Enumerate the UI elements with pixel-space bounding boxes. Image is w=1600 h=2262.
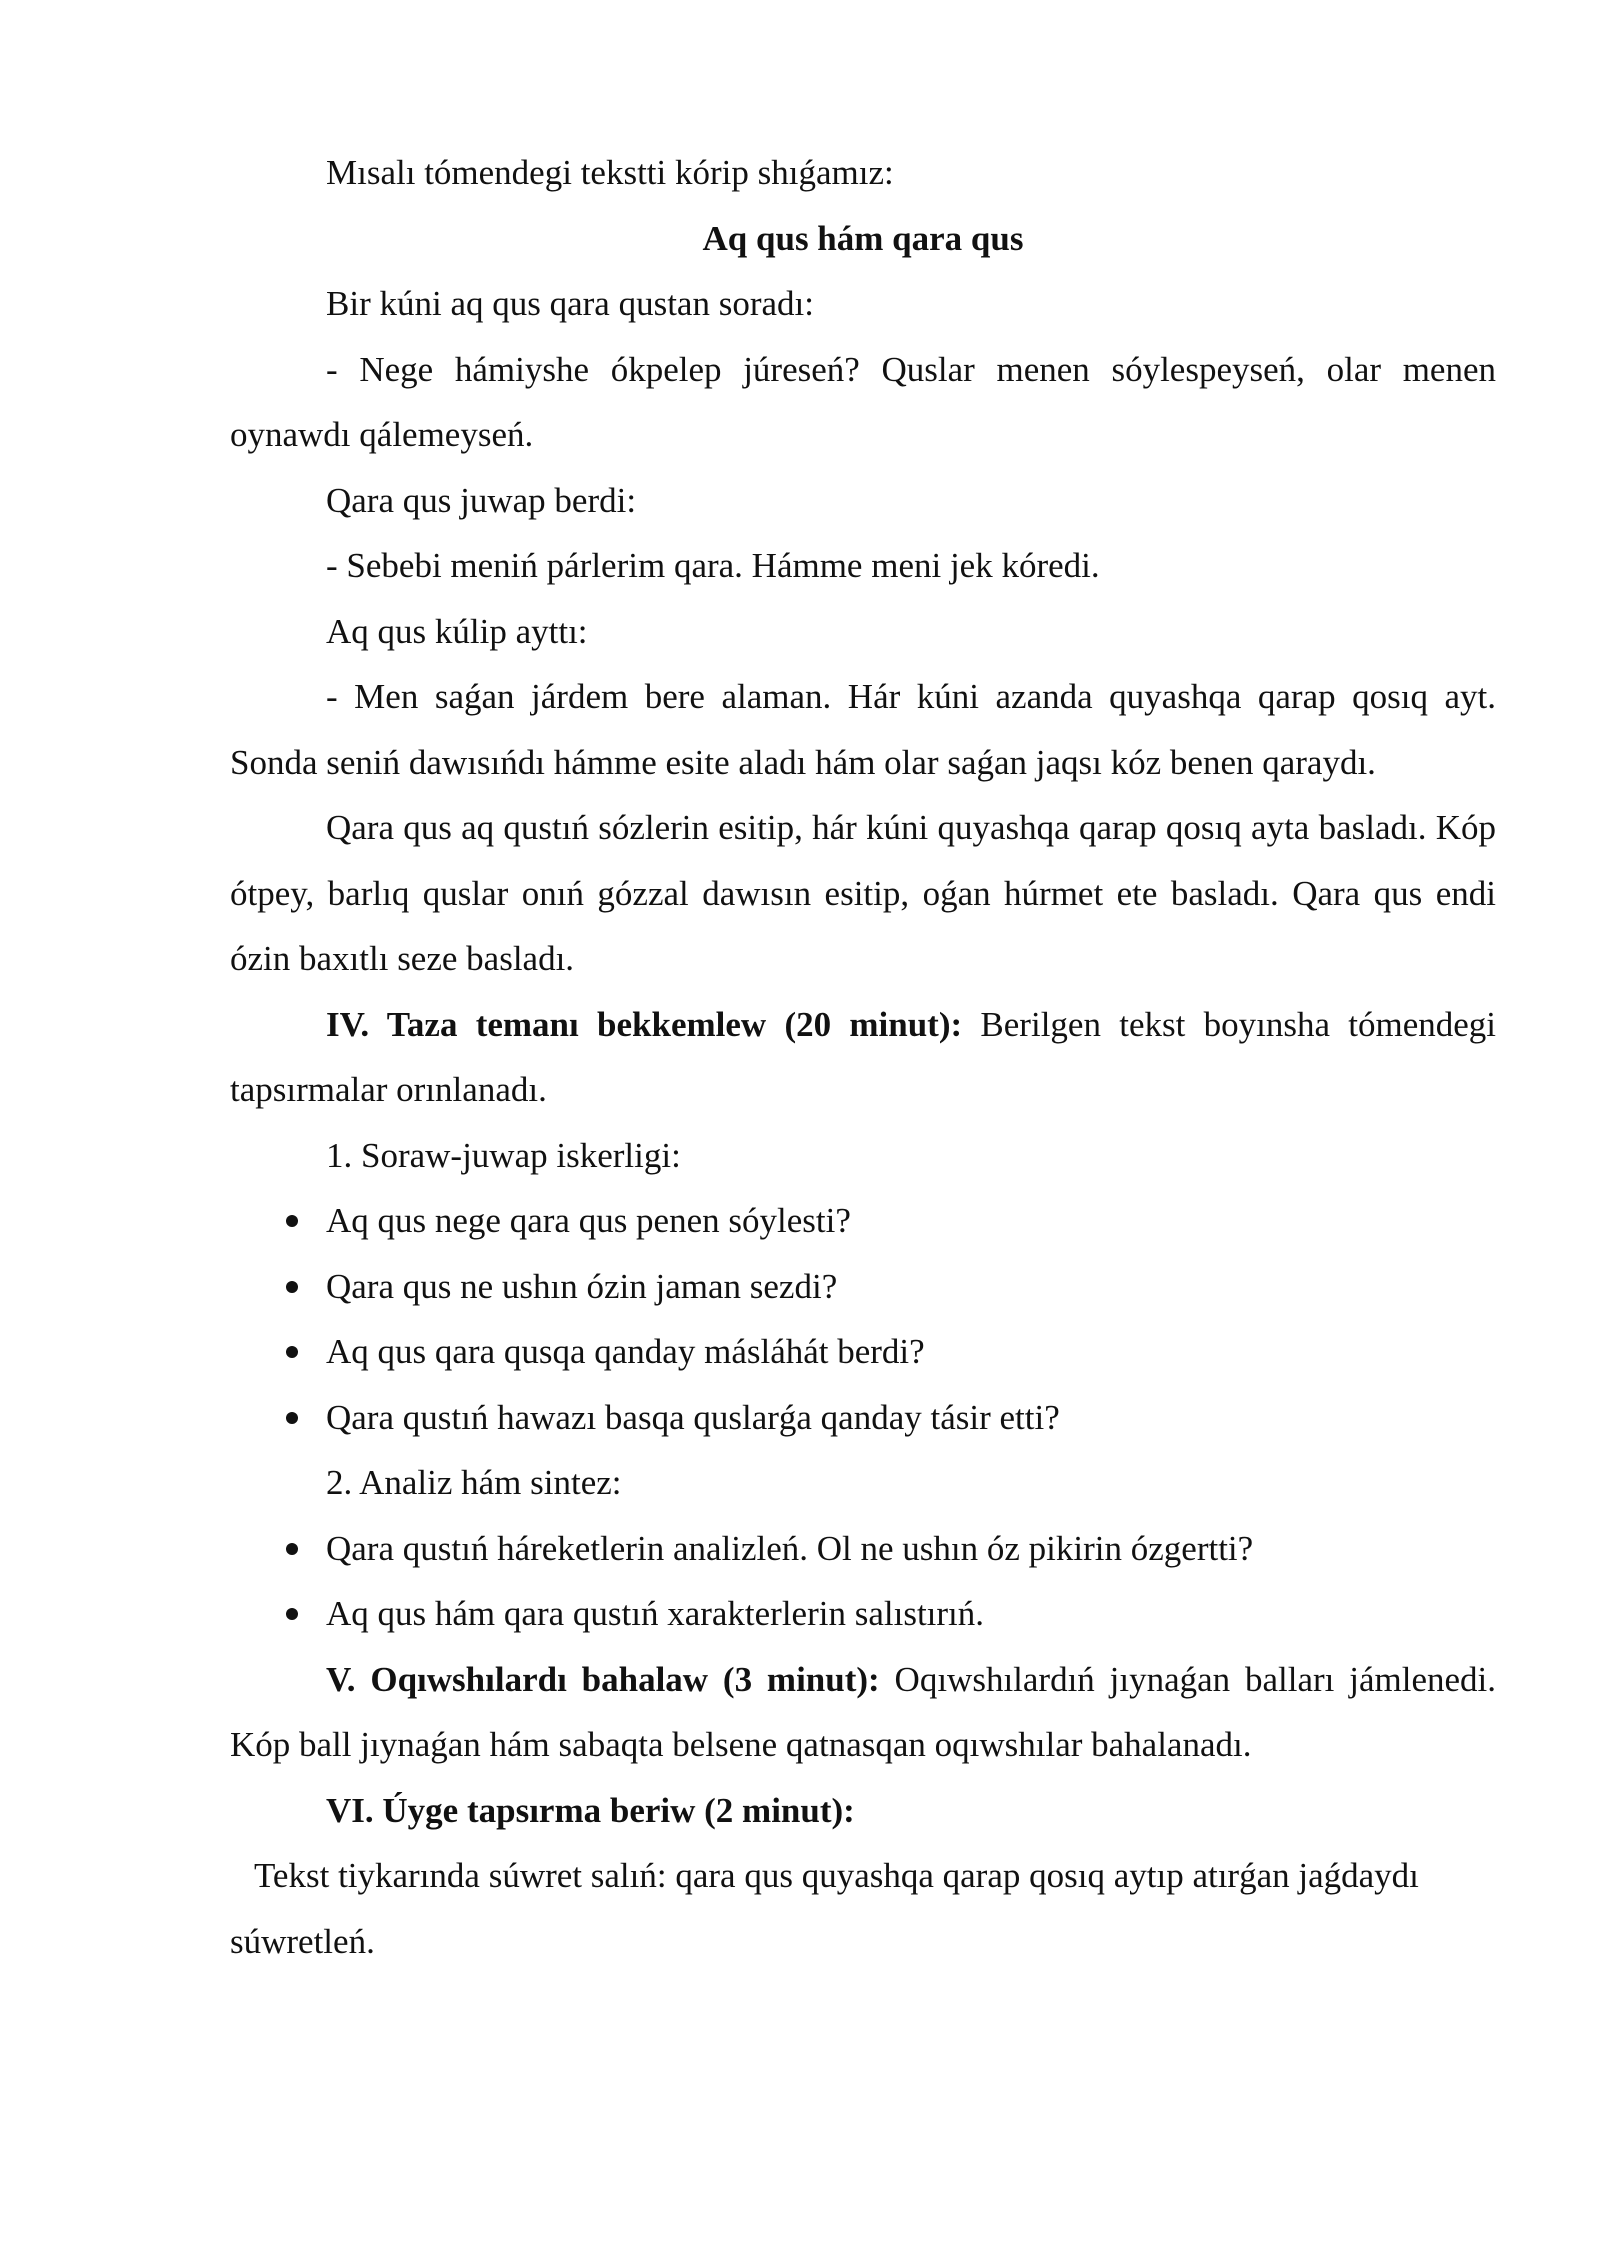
list-item-text: Aq qus hám qara qustıń xarakterlerin salıstırıń. xyxy=(326,1594,985,1633)
list-item xyxy=(230,1254,1496,1320)
section-5-paragraph xyxy=(230,1647,1496,1778)
task-2-title: 2. Analiz hám sintez: xyxy=(326,1463,622,1502)
task-1-title: 1. Soraw-juwap iskerligi: xyxy=(326,1135,681,1175)
bullet-icon xyxy=(286,1346,298,1358)
story-title: Aq qus hám qara qus xyxy=(702,218,1024,258)
section-4-heading: IV. Taza temanı bekkemlew (20 minut): xyxy=(326,1004,963,1044)
section-6-heading: VI. Úyge tapsırma beriw (2 minut): xyxy=(326,1790,855,1830)
task-1-list xyxy=(230,1188,1496,1450)
story-paragraph: - Men saǵan járdem bere alaman. Hár kúni azanda quyashqa qarap qosıq ayt. Sonda seniń dawısıńdı hámme esite aladı hám olar saǵan jaqsı kóz benen qaraydı. xyxy=(230,677,1496,782)
story-paragraph: - Nege hámiyshe ókpelep júreseń? Quslar menen sóylespeyseń, olar menen oynawdı qálemeyseń. xyxy=(230,349,1496,454)
story-paragraph: Qara qus juwap berdi: xyxy=(326,480,637,520)
section-5-heading: V. Oqıwshılardı bahalaw (3 minut): xyxy=(326,1659,880,1699)
intro-line: Mısalı tómendegi tekstti kórip shıǵamız: xyxy=(326,153,894,192)
section-4-text: Berilgen tekst boyınsha tómendegi tapsırmalar orınlanadı. xyxy=(230,1004,1496,1109)
list-item xyxy=(230,1385,1496,1451)
story-paragraph: - Sebebi meniń párlerim qara. Hámme meni jek kóredi. xyxy=(326,546,1100,585)
bullet-icon xyxy=(286,1281,298,1293)
list-item xyxy=(230,1516,1496,1582)
document-page xyxy=(230,140,1496,1974)
section-6-text: Tekst tiykarında súwret salıń: qara qus quyashqa qarap qosıq aytıp atırǵan jaǵdaydı súwretleń. xyxy=(230,1856,1419,1961)
section-4-paragraph xyxy=(230,992,1496,1123)
bullet-icon xyxy=(286,1543,298,1555)
task-2-list xyxy=(230,1516,1496,1647)
list-item xyxy=(230,1188,1496,1254)
section-5-text: Oqıwshılardıń jıynaǵan balları jámlenedi. Kóp ball jıynaǵan hám sabaqta belsene qatnasqan oqıwshılar bahalanadı. xyxy=(230,1659,1496,1764)
list-item-text: Qara qustıń hawazı basqa quslarǵa qanday tásir etti? xyxy=(326,1397,1060,1437)
list-item xyxy=(230,1319,1496,1385)
bullet-icon xyxy=(286,1412,298,1424)
list-item-text: Aq qus qara qusqa qanday másláhát berdi? xyxy=(326,1332,925,1371)
list-item-text: Qara qus ne ushın ózin jaman sezdi? xyxy=(326,1266,838,1306)
story-paragraph: Qara qus aq qustıń sózlerin esitip, hár kúni quyashqa qarap qosıq ayta basladı. Kóp ótpey, barlıq quslar onıń gózzal dawısın esitip, oǵan húrmet ete basladı. Qara qus endi ózin baxıtlı seze basladı. xyxy=(230,808,1496,978)
list-item-text: Qara qustıń háreketlerin analizleń. Ol ne ushın óz pikirin ózgertti? xyxy=(326,1528,1254,1568)
story-paragraph: Aq qus kúlip ayttı: xyxy=(326,611,588,651)
bullet-icon xyxy=(286,1215,298,1227)
list-item-text: Aq qus nege qara qus penen sóylesti? xyxy=(326,1201,851,1240)
story-paragraph: Bir kúni aq qus qara qustan soradı: xyxy=(326,284,814,323)
bullet-icon xyxy=(286,1608,298,1620)
list-item xyxy=(230,1581,1496,1647)
